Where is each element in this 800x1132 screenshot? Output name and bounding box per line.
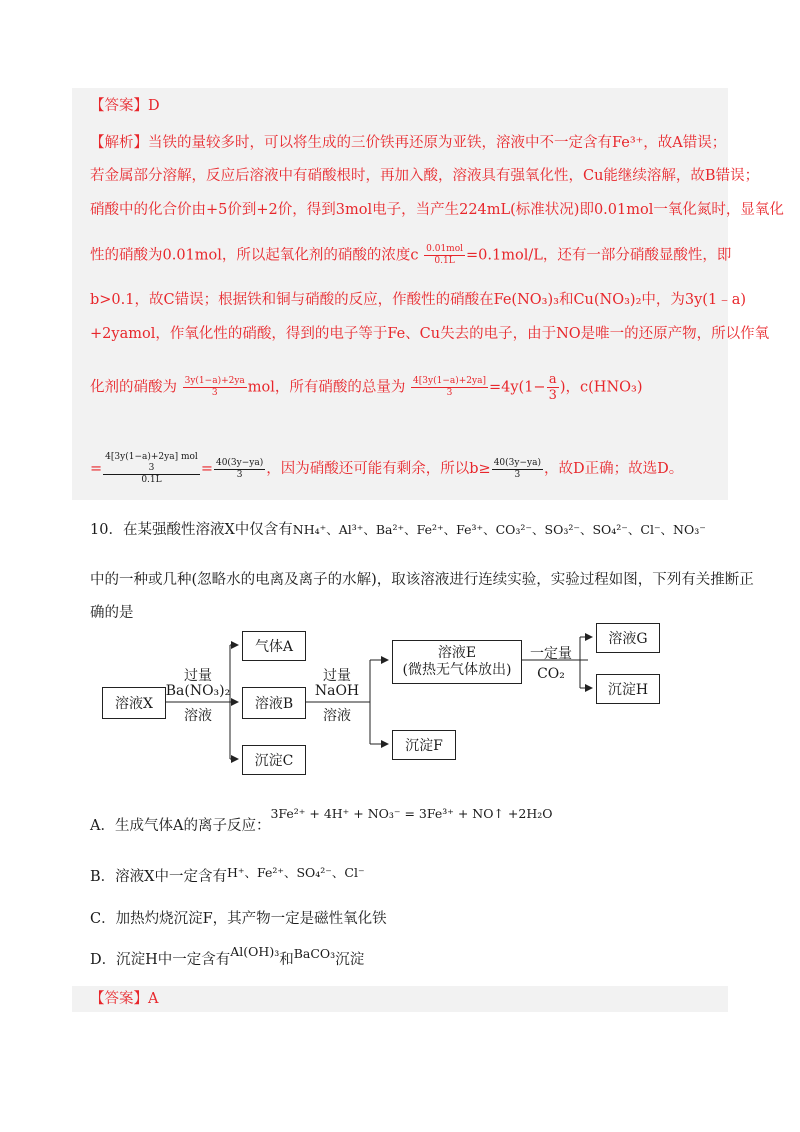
reagent-2-top: 过量: [323, 668, 351, 684]
analysis-line-3: 硝酸中的化合价由+5价到+2价，得到3mol电子，当产生224mL(标准状况)即0.01mol一氧化氮时，显氧化: [90, 202, 784, 218]
option-c: C．加热灼烧沉淀F，其产物一定是磁性氧化铁: [90, 911, 387, 927]
reagent-3-bot: CO₂: [537, 666, 565, 682]
box-solution-g: 溶液G: [596, 623, 660, 653]
box-precipitate-c: 沉淀C: [242, 745, 306, 775]
ion-list: NH₄⁺、Al³⁺、Ba²⁺、Fe²⁺、Fe³⁺、CO₃²⁻、SO₃²⁻、SO₄²⁻、Cl⁻、NO₃⁻: [292, 522, 706, 537]
analysis-line-5: b>0.1，故C错误；根据铁和铜与硝酸的反应，作酸性的硝酸在Fe(NO₃)₃和Cu(NO₃)₂中，为3y(1﹣a): [90, 292, 746, 308]
box-solution-b: 溶液B: [242, 687, 306, 719]
result-fraction: $\frac{40(3y-ya)}{3}$: [215, 457, 264, 480]
analysis-line-1: 【解析】当铁的量较多时，可以将生成的三价铁再还原为亚铁，溶液中不一定含有Fe³⁺，故A错误；: [90, 135, 727, 151]
analysis-line-7: 化剂的硝酸为 $\frac{3y(1-a)+2ya}{3}$ mol，所有硝酸的总量为 $\frac{4[3y(1-a)+2ya]}{3}$ =4y(1− $\frac{a}{3}$ )，c(HNO₃): [90, 372, 643, 403]
option-a: A．生成气体A的离子反应：3Fe²⁺ + 4H⁺ + NO₃⁻ = 3Fe³⁺ + NO↑ +2H₂O: [90, 806, 553, 834]
analysis-line-4: 性的硝酸为0.01mol，所以起氧化剂的硝酸的浓度c $\frac{\text{0.01mol}}{0.1L}$ =0.1mol/L，还有一部分硝酸显酸性，即: [90, 244, 732, 266]
option-d: D．沉淀H中一定含有Al(OH)₃和BaCO₃沉淀: [90, 944, 365, 968]
reagent-3-top: 一定量: [530, 646, 572, 662]
box-solution-e: 溶液E (微热无气体放出): [392, 640, 522, 684]
concentration-final-fraction: 4[3y(1−a)+2ya] mol 3 0.1L: [105, 452, 198, 485]
q10-stem-line-2: 中的一种或几种(忽略水的电离及离子的水解)，取该溶液进行连续实验，实验过程如图，下列有关推断正: [90, 572, 754, 588]
b-bound-fraction: $\frac{40(3y-ya)}{3}$: [493, 457, 541, 480]
answer-value: D: [148, 98, 160, 114]
total-acid-fraction: $\frac{4[3y(1-a)+2ya]}{3}$: [413, 376, 486, 398]
analysis-line-2: 若金属部分溶解，反应后溶液中有硝酸根时，再加入酸，溶液具有强氧化性，Cu能继续溶解，故B错误；: [90, 168, 760, 184]
reagent-1-top: 过量: [184, 668, 212, 684]
reagent-1-bot: 溶液: [184, 708, 212, 724]
answer-panel-q10: [72, 986, 728, 1012]
q10-stem-line-1: 10．在某强酸性溶液X中仅含有NH₄⁺、Al³⁺、Ba²⁺、Fe²⁺、Fe³⁺、CO₃²⁻、SO₃²⁻、SO₄²⁻、Cl⁻、NO₃⁻: [90, 522, 706, 538]
answer-tag: 【答案】: [90, 98, 148, 114]
box-solution-x: 溶液X: [102, 687, 166, 719]
a-over-3-fraction: $\frac{a}{3}$: [548, 372, 557, 403]
analysis-tag: 【解析】: [90, 135, 148, 151]
option-b: B．溶液X中一定含有H⁺、Fe²⁺、SO₄²⁻、Cl⁻: [90, 865, 365, 885]
answer-line-q10: 【答案】A: [90, 991, 159, 1007]
reagent-1-mid: Ba(NO₃)₂: [165, 683, 231, 699]
box-precipitate-f: 沉淀F: [392, 730, 456, 760]
oxidizer-fraction: $\frac{3y(1-a)+2ya}{3}$: [184, 376, 245, 398]
reagent-2-bot: 溶液: [323, 708, 351, 724]
reagent-2-mid: NaOH: [314, 683, 360, 699]
q10-stem-line-3: 确的是: [90, 605, 134, 621]
concentration-fraction: $\frac{\text{0.01mol}}{0.1L}$: [426, 244, 464, 266]
analysis-line-8: = 4[3y(1−a)+2ya] mol 3 0.1L = $\frac{40(3y-ya)}{3}$ ，因为硝酸还可能有剩余，所以b≥ $\frac{40(3y-ya)}{3}$ ，故D正确；故选D。: [90, 452, 684, 485]
option-a-equation: 3Fe²⁺ + 4H⁺ + NO₃⁻ = 3Fe³⁺ + NO↑ +2H₂O: [270, 806, 553, 821]
analysis-line-6: +2yamol，作氧化性的硝酸，得到的电子等于Fe、Cu失去的电子，由于NO是唯一的还原产物，所以作氧: [90, 326, 770, 342]
box-gas-a: 气体A: [242, 631, 306, 661]
box-precipitate-h: 沉淀H: [596, 674, 660, 704]
